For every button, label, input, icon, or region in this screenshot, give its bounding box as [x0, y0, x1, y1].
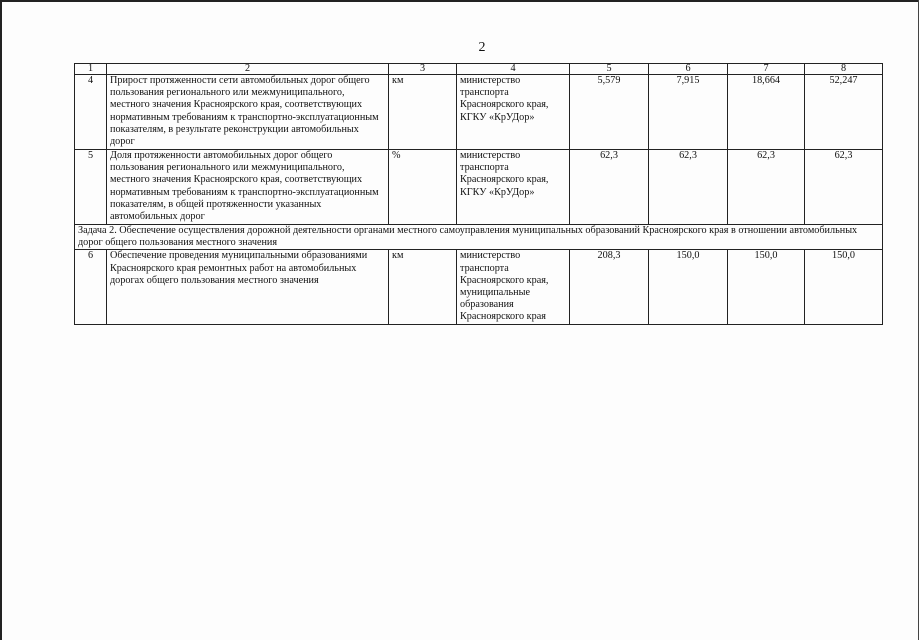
value-col-5: 208,3: [570, 250, 649, 324]
value-col-5: 5,579: [570, 75, 649, 150]
unit: %: [389, 150, 457, 225]
data-source: министерство транспорта Красноярского края, муниципальные образования Красноярского края: [457, 250, 570, 324]
unit: км: [389, 75, 457, 150]
task-heading: Задача 2. Обеспечение осуществления дорожной деятельности органами местного самоуправления муниципальных образований Красноярского края в отношении автомобильных дорог общего пользования местного значения: [75, 225, 883, 250]
table-row: [75, 150, 883, 225]
row-number: 6: [75, 250, 107, 324]
header-cell-7: 7: [728, 64, 805, 75]
header-cell-2: 2: [107, 64, 389, 75]
unit: км: [389, 250, 457, 324]
data-source: министерство транспорта Красноярского края, КГКУ «КрУДор»: [457, 75, 570, 150]
indicators-table: [74, 63, 883, 325]
value-col-7: 62,3: [728, 150, 805, 225]
page-border-top: [0, 0, 919, 2]
header-cell-1: 1: [75, 64, 107, 75]
header-cell-3: 3: [389, 64, 457, 75]
indicator-name: Обеспечение проведения муниципальными образованиями Красноярского края ремонтных работ на автомобильных дорогах общего пользования местного значения: [107, 250, 389, 324]
table-row: [75, 75, 883, 150]
row-number: 4: [75, 75, 107, 150]
value-col-7: 150,0: [728, 250, 805, 324]
row-number: 5: [75, 150, 107, 225]
data-source: министерство транспорта Красноярского края, КГКУ «КрУДор»: [457, 150, 570, 225]
value-col-5: 62,3: [570, 150, 649, 225]
header-cell-6: 6: [649, 64, 728, 75]
indicator-name: Прирост протяженности сети автомобильных дорог общего пользования регионального или межмуниципального, местного значения Красноярского края, соответствующих нормативным требованиям к транспортно-эксплуатационным показателям, в результате реконструкции автомобильных дорог: [107, 75, 389, 150]
header-cell-8: 8: [805, 64, 883, 75]
value-col-6: 150,0: [649, 250, 728, 324]
task-row: [75, 225, 883, 250]
table-header-row: [75, 64, 883, 75]
header-cell-5: 5: [570, 64, 649, 75]
value-col-6: 7,915: [649, 75, 728, 150]
page-number: 2: [478, 40, 486, 55]
value-col-6: 62,3: [649, 150, 728, 225]
value-col-7: 18,664: [728, 75, 805, 150]
indicator-name: Доля протяженности автомобильных дорог общего пользования регионального или межмуниципального, местного значения Красноярского края, соответствующих нормативным требованиям к транспортно-эксплуатационным показателям, в общей протяженности указанных автомобильных дорог: [107, 150, 389, 225]
value-col-8: 62,3: [805, 150, 883, 225]
table-row: [75, 250, 883, 324]
value-col-8: 52,247: [805, 75, 883, 150]
page-border-left: [0, 0, 2, 640]
header-cell-4: 4: [457, 64, 570, 75]
value-col-8: 150,0: [805, 250, 883, 324]
